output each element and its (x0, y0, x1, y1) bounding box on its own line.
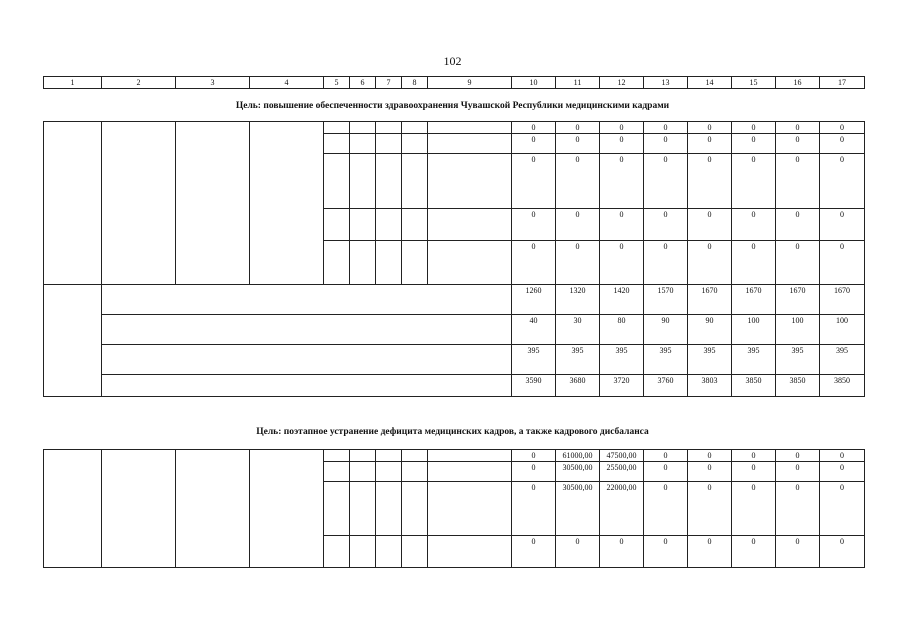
value-cell: 0 (820, 462, 865, 482)
value-cell: 395 (600, 345, 644, 375)
code-cell (376, 482, 402, 536)
indicator-row (44, 315, 865, 345)
code-cell (350, 482, 376, 536)
indicator-row (44, 285, 865, 315)
value-cell: 80 (600, 315, 644, 345)
value-cell: 0 (644, 462, 688, 482)
code-cell (350, 536, 376, 568)
value-cell: 90 (688, 315, 732, 345)
value-cell: 0 (820, 536, 865, 568)
value-cell: 1670 (776, 285, 820, 315)
value-cell: 0 (688, 536, 732, 568)
value-cell: 1320 (556, 285, 600, 315)
column-number: 17 (820, 77, 865, 89)
value-cell: 0 (688, 154, 732, 209)
event-type-cell (44, 122, 102, 285)
code-cell (350, 134, 376, 154)
value-cell: 395 (688, 345, 732, 375)
code-cell (324, 241, 350, 285)
value-cell: 0 (644, 241, 688, 285)
column-header-table (43, 76, 865, 89)
value-cell: 395 (820, 345, 865, 375)
column-number: 10 (512, 77, 556, 89)
indicator-description (102, 375, 512, 397)
column-number: 13 (644, 77, 688, 89)
code-cell (324, 154, 350, 209)
code-cell (376, 536, 402, 568)
value-cell: 0 (512, 536, 556, 568)
value-cell: 90 (644, 315, 688, 345)
code-cell (350, 154, 376, 209)
code-cell (324, 209, 350, 241)
value-cell: 0 (820, 154, 865, 209)
source-cell (428, 241, 512, 285)
value-cell: 0 (688, 450, 732, 462)
value-cell: 0 (600, 154, 644, 209)
value-cell: 0 (732, 482, 776, 536)
value-cell: 0 (644, 536, 688, 568)
event-type-cell (44, 450, 102, 568)
source-cell (428, 154, 512, 209)
value-cell: 0 (820, 209, 865, 241)
code-cell (376, 209, 402, 241)
value-cell: 1260 (512, 285, 556, 315)
value-cell: 0 (776, 536, 820, 568)
column-number: 2 (102, 77, 176, 89)
column-number: 14 (688, 77, 732, 89)
value-cell: 0 (820, 134, 865, 154)
indicator-row (44, 375, 865, 397)
value-cell: 0 (556, 209, 600, 241)
goal-heading-2: Цель: поэтапное устранение дефицита медицинских кадров, а также кадрового дисбаланса (256, 427, 649, 437)
code-cell (324, 536, 350, 568)
code-cell (350, 450, 376, 462)
value-cell: 395 (732, 345, 776, 375)
value-cell: 0 (512, 154, 556, 209)
table-row (44, 450, 865, 462)
column-number: 15 (732, 77, 776, 89)
value-cell: 1670 (688, 285, 732, 315)
value-cell: 0 (644, 482, 688, 536)
value-cell: 0 (644, 450, 688, 462)
value-cell: 0 (732, 134, 776, 154)
event-description-cell (176, 122, 250, 285)
indicator-description (102, 285, 512, 315)
code-cell (402, 122, 428, 134)
value-cell: 0 (776, 134, 820, 154)
event-name-cell (102, 450, 176, 568)
value-cell: 0 (512, 122, 556, 134)
value-cell: 0 (512, 450, 556, 462)
code-cell (350, 241, 376, 285)
value-cell: 0 (776, 450, 820, 462)
code-cell (324, 482, 350, 536)
value-cell: 0 (512, 209, 556, 241)
value-cell: 100 (776, 315, 820, 345)
indicator-description (102, 315, 512, 345)
value-cell: 0 (776, 462, 820, 482)
value-cell: 0 (512, 482, 556, 536)
value-cell: 395 (644, 345, 688, 375)
column-number: 6 (350, 77, 376, 89)
code-cell (324, 134, 350, 154)
value-cell: 3850 (776, 375, 820, 397)
value-cell: 1420 (600, 285, 644, 315)
value-cell: 3720 (600, 375, 644, 397)
code-cell (402, 154, 428, 209)
value-cell: 3760 (644, 375, 688, 397)
value-cell: 3680 (556, 375, 600, 397)
value-cell: 0 (556, 536, 600, 568)
value-cell: 30500,00 (556, 462, 600, 482)
value-cell: 0 (556, 154, 600, 209)
value-cell: 0 (688, 462, 732, 482)
value-cell: 0 (776, 482, 820, 536)
source-cell (428, 450, 512, 462)
value-cell: 100 (732, 315, 776, 345)
code-cell (376, 122, 402, 134)
value-cell: 0 (512, 462, 556, 482)
indicator-row (44, 345, 865, 375)
column-number: 16 (776, 77, 820, 89)
value-cell: 395 (776, 345, 820, 375)
source-cell (428, 122, 512, 134)
value-cell: 0 (732, 536, 776, 568)
value-cell: 0 (820, 482, 865, 536)
value-cell: 0 (688, 209, 732, 241)
value-cell: 0 (732, 241, 776, 285)
value-cell: 3803 (688, 375, 732, 397)
value-cell: 0 (820, 241, 865, 285)
column-number: 3 (176, 77, 250, 89)
source-cell (428, 134, 512, 154)
value-cell: 0 (776, 241, 820, 285)
value-cell: 0 (600, 122, 644, 134)
value-cell: 0 (600, 134, 644, 154)
code-cell (376, 134, 402, 154)
column-number: 8 (402, 77, 428, 89)
value-cell: 61000,00 (556, 450, 600, 462)
event-description-cell (176, 450, 250, 568)
value-cell: 0 (688, 122, 732, 134)
value-cell: 0 (644, 209, 688, 241)
code-cell (376, 241, 402, 285)
code-cell (402, 536, 428, 568)
value-cell: 395 (512, 345, 556, 375)
value-cell: 0 (644, 154, 688, 209)
value-cell: 0 (644, 134, 688, 154)
code-cell (350, 462, 376, 482)
column-number-row (44, 77, 865, 89)
value-cell: 0 (556, 241, 600, 285)
value-cell: 0 (688, 241, 732, 285)
code-cell (350, 209, 376, 241)
value-cell: 0 (732, 154, 776, 209)
source-cell (428, 462, 512, 482)
value-cell: 0 (600, 536, 644, 568)
indicators-heading-cell (44, 285, 102, 397)
event-2-table (43, 449, 865, 568)
source-cell (428, 536, 512, 568)
value-cell: 0 (644, 122, 688, 134)
event-1-table (43, 121, 865, 397)
page-number: 102 (443, 54, 462, 68)
code-cell (376, 462, 402, 482)
code-cell (376, 154, 402, 209)
value-cell: 25500,00 (600, 462, 644, 482)
value-cell: 0 (512, 241, 556, 285)
code-cell (402, 209, 428, 241)
value-cell: 0 (776, 122, 820, 134)
code-cell (402, 134, 428, 154)
responsible-cell (250, 450, 324, 568)
value-cell: 0 (776, 209, 820, 241)
value-cell: 395 (556, 345, 600, 375)
value-cell: 0 (820, 450, 865, 462)
code-cell (324, 450, 350, 462)
responsible-cell (250, 122, 324, 285)
value-cell: 0 (688, 482, 732, 536)
value-cell: 1670 (820, 285, 865, 315)
value-cell: 0 (776, 154, 820, 209)
value-cell: 30500,00 (556, 482, 600, 536)
column-number: 5 (324, 77, 350, 89)
value-cell: 3590 (512, 375, 556, 397)
value-cell: 0 (688, 134, 732, 154)
event-name-cell (102, 122, 176, 285)
value-cell: 30 (556, 315, 600, 345)
code-cell (402, 482, 428, 536)
value-cell: 1570 (644, 285, 688, 315)
value-cell: 0 (556, 134, 600, 154)
column-number: 12 (600, 77, 644, 89)
indicator-description (102, 345, 512, 375)
value-cell: 100 (820, 315, 865, 345)
value-cell: 47500,00 (600, 450, 644, 462)
value-cell: 0 (600, 241, 644, 285)
value-cell: 1670 (732, 285, 776, 315)
code-cell (324, 462, 350, 482)
code-cell (402, 462, 428, 482)
column-number: 4 (250, 77, 324, 89)
code-cell (402, 241, 428, 285)
value-cell: 0 (556, 122, 600, 134)
value-cell: 0 (512, 134, 556, 154)
column-number: 9 (428, 77, 512, 89)
value-cell: 3850 (732, 375, 776, 397)
column-number: 1 (44, 77, 102, 89)
value-cell: 0 (732, 462, 776, 482)
value-cell: 0 (600, 209, 644, 241)
column-number: 7 (376, 77, 402, 89)
goal-heading-1: Цель: повышение обеспеченности здравоохранения Чувашской Республики медицинскими кадрами (235, 101, 670, 111)
code-cell (402, 450, 428, 462)
table-row (44, 122, 865, 134)
source-cell (428, 482, 512, 536)
code-cell (350, 122, 376, 134)
value-cell: 0 (732, 209, 776, 241)
value-cell: 40 (512, 315, 556, 345)
value-cell: 0 (732, 122, 776, 134)
value-cell: 0 (732, 450, 776, 462)
column-number: 11 (556, 77, 600, 89)
source-cell (428, 209, 512, 241)
value-cell: 0 (820, 122, 865, 134)
value-cell: 22000,00 (600, 482, 644, 536)
value-cell: 3850 (820, 375, 865, 397)
code-cell (376, 450, 402, 462)
code-cell (324, 122, 350, 134)
